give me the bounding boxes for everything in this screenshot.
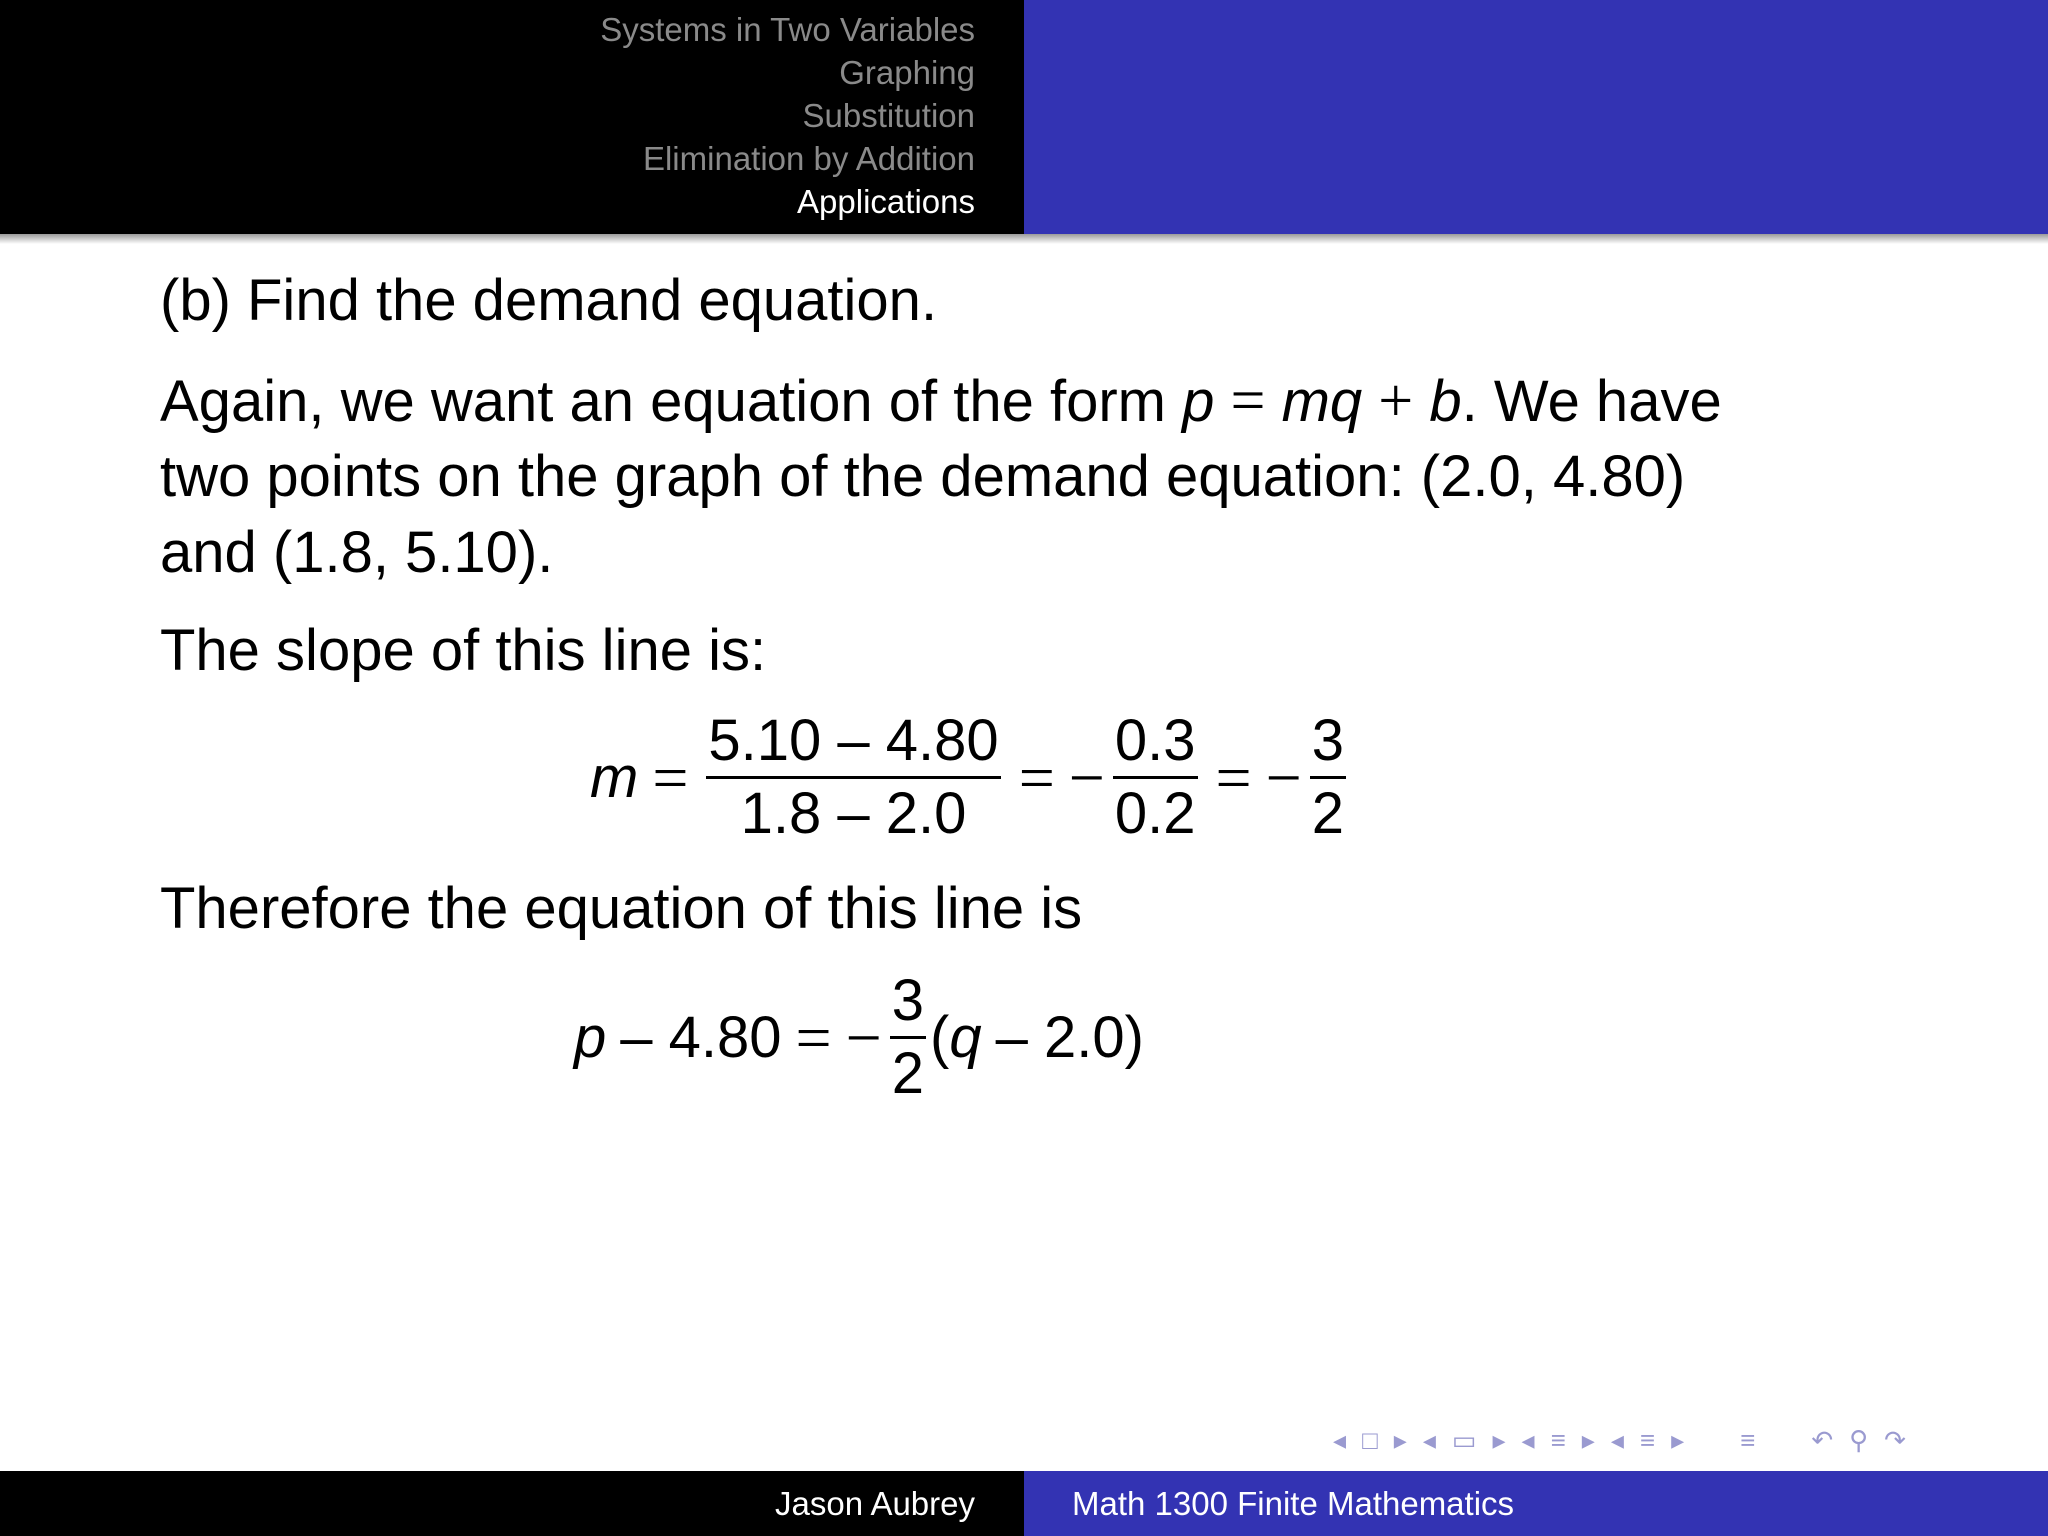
fraction-decimal (1113, 706, 1198, 849)
var-mq: mq (1281, 369, 1363, 434)
nav-section-systems[interactable]: Systems in Two Variables (600, 11, 975, 48)
denominator: 2 (891, 1041, 924, 1106)
slope-intro: The slope of this line is: (160, 618, 767, 683)
nav-section-substitution[interactable]: Substitution (802, 97, 975, 134)
paragraph-line-2: two points on the graph of the demand equation: (2.0, 4.80) (160, 444, 1686, 509)
left-arrow-icon[interactable]: ◂ (1333, 1425, 1349, 1455)
toc-icon[interactable]: ≡ (1639, 1425, 1658, 1455)
section-right-icon[interactable]: ▸ (1581, 1425, 1597, 1455)
paragraph-line-1 (160, 362, 1722, 441)
header-shadow (0, 234, 2048, 244)
denominator: 1.8 – 2.0 (740, 781, 967, 846)
minus-sign: − (1265, 741, 1302, 813)
minus-sign: − (1068, 741, 1105, 813)
toc-left-icon[interactable]: ◂ (1610, 1425, 1626, 1455)
therefore-text: Therefore the equation of this line is (160, 876, 1083, 941)
text: Again, we want an equation of the form (160, 369, 1166, 434)
redo-icon[interactable]: ↷ (1884, 1425, 1908, 1455)
var-p: p (574, 1005, 607, 1070)
section-icon[interactable]: ≡ (1550, 1425, 1568, 1455)
question-heading: (b) Find the demand equation. (160, 268, 938, 333)
footer-bar (0, 1471, 2048, 1536)
lhs-constant: – 4.80 (620, 1005, 782, 1070)
var-m: m (590, 745, 639, 810)
fraction-slope (706, 706, 1000, 849)
equals-sign: = (1215, 741, 1252, 813)
equals-sign: = (1230, 367, 1266, 435)
numerator: 3 (1311, 708, 1344, 773)
numerator: 0.3 (1114, 708, 1196, 773)
header-section-panel (0, 0, 1024, 234)
var-q: q (949, 1005, 982, 1070)
search-icon[interactable]: ⚲ (1849, 1425, 1871, 1455)
subsection-left-icon[interactable]: ◂ (1422, 1425, 1438, 1455)
right-arrow-icon[interactable]: ▸ (1393, 1425, 1409, 1455)
footer-author: Jason Aubrey (0, 1471, 1024, 1536)
section-navigation (600, 8, 975, 223)
slope-equation (590, 706, 1350, 849)
numerator: 3 (891, 968, 924, 1033)
equals-sign: = (652, 741, 689, 813)
menu-icon[interactable]: ≡ (1740, 1425, 1758, 1455)
numerator: 5.10 – 4.80 (708, 708, 999, 773)
footer-course: Math 1300 Finite Mathematics (1024, 1471, 2048, 1536)
text: . We have (1461, 369, 1722, 434)
nav-section-elimination[interactable]: Elimination by Addition (642, 140, 975, 177)
nav-section-graphing[interactable]: Graphing (839, 54, 975, 91)
fraction-result (1310, 706, 1346, 849)
frame-icon[interactable]: □ (1362, 1425, 1380, 1455)
subsection-right-icon[interactable]: ▸ (1492, 1425, 1508, 1455)
header-bar (0, 0, 2048, 234)
var-b: b (1429, 369, 1462, 434)
beamer-navigation (1333, 1425, 1908, 1456)
header-title-panel (1024, 0, 2048, 234)
denominator: 2 (1311, 781, 1344, 846)
toc-right-icon[interactable]: ▸ (1671, 1425, 1687, 1455)
equals-sign: = (1018, 741, 1055, 813)
undo-icon[interactable]: ↶ (1811, 1425, 1836, 1455)
equals-sign: = (795, 1001, 832, 1073)
plus-sign: + (1378, 367, 1414, 435)
var-p: p (1182, 369, 1215, 434)
paragraph-line-3: and (1.8, 5.10). (160, 520, 554, 585)
subsection-icon[interactable]: ▭ (1451, 1425, 1479, 1455)
line-equation (574, 966, 1144, 1109)
fraction-slope (890, 966, 926, 1109)
nav-section-applications[interactable]: Applications (797, 183, 975, 220)
section-left-icon[interactable]: ◂ (1521, 1425, 1537, 1455)
denominator: 0.2 (1114, 781, 1196, 846)
minus-sign: − (845, 1001, 882, 1073)
rhs-constant: – 2.0) (995, 1005, 1144, 1070)
paren-open: ( (929, 1005, 950, 1070)
